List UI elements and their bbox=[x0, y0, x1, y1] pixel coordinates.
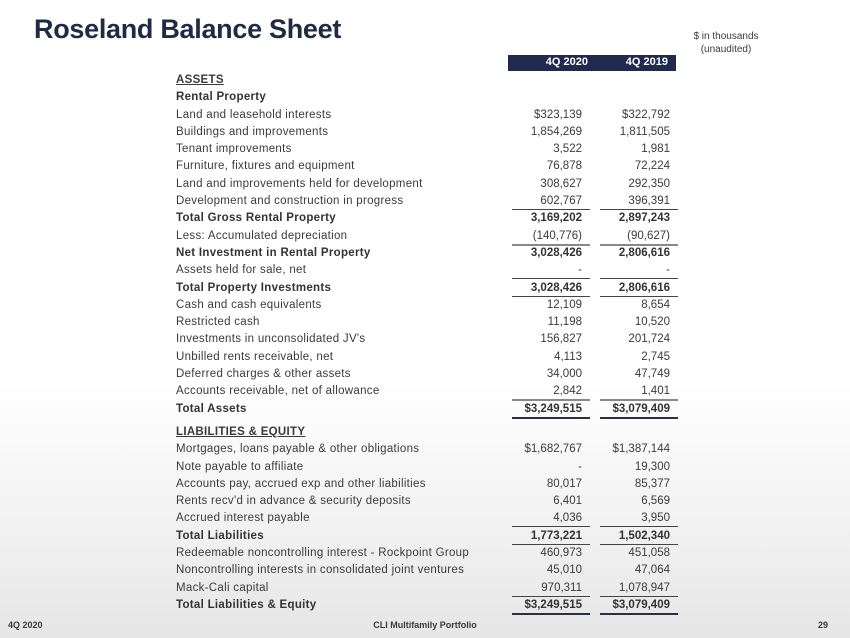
table-row: Accrued interest payable 4,036 3,950 bbox=[176, 510, 676, 527]
section-header-liabilities: LIABILITIES & EQUITY bbox=[176, 425, 306, 438]
units-label: $ in thousands bbox=[693, 31, 759, 42]
footer-period: 4Q 2020 bbox=[8, 620, 43, 630]
table-row: Note payable to affiliate - 19,300 bbox=[176, 460, 670, 473]
table-row: Accounts pay, accrued exp and other liabilities 80,017 85,377 bbox=[176, 477, 670, 490]
column-header-4q2020: 4Q 2020 bbox=[545, 56, 588, 68]
table-row: Less: Accumulated depreciation (140,776) (90,627) bbox=[176, 228, 676, 245]
page-number: 29 bbox=[818, 620, 829, 630]
total-row: Total Liabilities 1,773,221 1,502,340 bbox=[176, 528, 676, 545]
total-rule bbox=[512, 417, 590, 419]
units-note bbox=[690, 30, 762, 56]
table-row: Cash and cash equivalents 12,109 8,654 bbox=[176, 298, 670, 311]
table-row: Mortgages, loans payable & other obligations $1,682,767 $1,387,144 bbox=[176, 443, 670, 456]
unaudited-label: (unaudited) bbox=[700, 44, 752, 55]
total-row: Net Investment in Rental Property 3,028,426 2,806,616 bbox=[176, 246, 670, 259]
total-row: Total Gross Rental Property 3,169,202 2,897,243 bbox=[176, 212, 670, 225]
table-row: Land and improvements held for development 308,627 292,350 bbox=[176, 177, 670, 190]
table-row: Furniture, fixtures and equipment 76,878 72,224 bbox=[176, 160, 670, 173]
balance-sheet-table bbox=[176, 72, 676, 614]
table-row: Noncontrolling interests in consolidated joint ventures 45,010 47,064 bbox=[176, 564, 670, 577]
column-header-bar bbox=[508, 55, 676, 71]
total-rule bbox=[512, 613, 590, 615]
table-row: Development and construction in progress 602,767 396,391 bbox=[176, 193, 676, 210]
table-row: Tenant improvements 3,522 1,981 bbox=[176, 143, 670, 156]
section-header-assets: ASSETS bbox=[176, 74, 224, 86]
table-row: Deferred charges & other assets 34,000 47,749 bbox=[176, 368, 670, 381]
table-row: Rents recv'd in advance & security deposits 6,401 6,569 bbox=[176, 495, 670, 508]
table-row: Mack-Cali capital 970,311 1,078,947 bbox=[176, 580, 676, 597]
total-rule bbox=[600, 417, 678, 419]
total-row: Total Liabilities & Equity $3,249,515 $3,079,409 bbox=[176, 597, 676, 614]
table-row: Accounts receivable, net of allowance 2,842 1,401 bbox=[176, 383, 676, 400]
subsection-header-rental-property: Rental Property bbox=[176, 91, 267, 104]
table-row: Restricted cash 11,198 10,520 bbox=[176, 316, 670, 329]
footer-title: CLI Multifamily Portfolio bbox=[373, 620, 477, 630]
total-rule bbox=[600, 613, 678, 615]
total-row: Total Assets $3,249,515 $3,079,409 bbox=[176, 401, 676, 418]
total-row: Total Property Investments 3,028,426 2,806,616 bbox=[176, 280, 676, 297]
table-row: Assets held for sale, net - - bbox=[176, 262, 676, 279]
table-row: Unbilled rents receivable, net 4,113 2,745 bbox=[176, 350, 670, 363]
page-title: Roseland Balance Sheet bbox=[34, 14, 342, 44]
table-row: Investments in unconsolidated JV's 156,827 201,724 bbox=[176, 333, 670, 346]
table-row: Buildings and improvements 1,854,269 1,811,505 bbox=[176, 125, 670, 138]
table-row: Land and leasehold interests $323,139 $322,792 bbox=[176, 108, 670, 121]
column-header-4q2019: 4Q 2019 bbox=[625, 56, 668, 68]
table-row: Redeemable noncontrolling interest - Rockpoint Group 460,973 451,058 bbox=[176, 547, 670, 560]
